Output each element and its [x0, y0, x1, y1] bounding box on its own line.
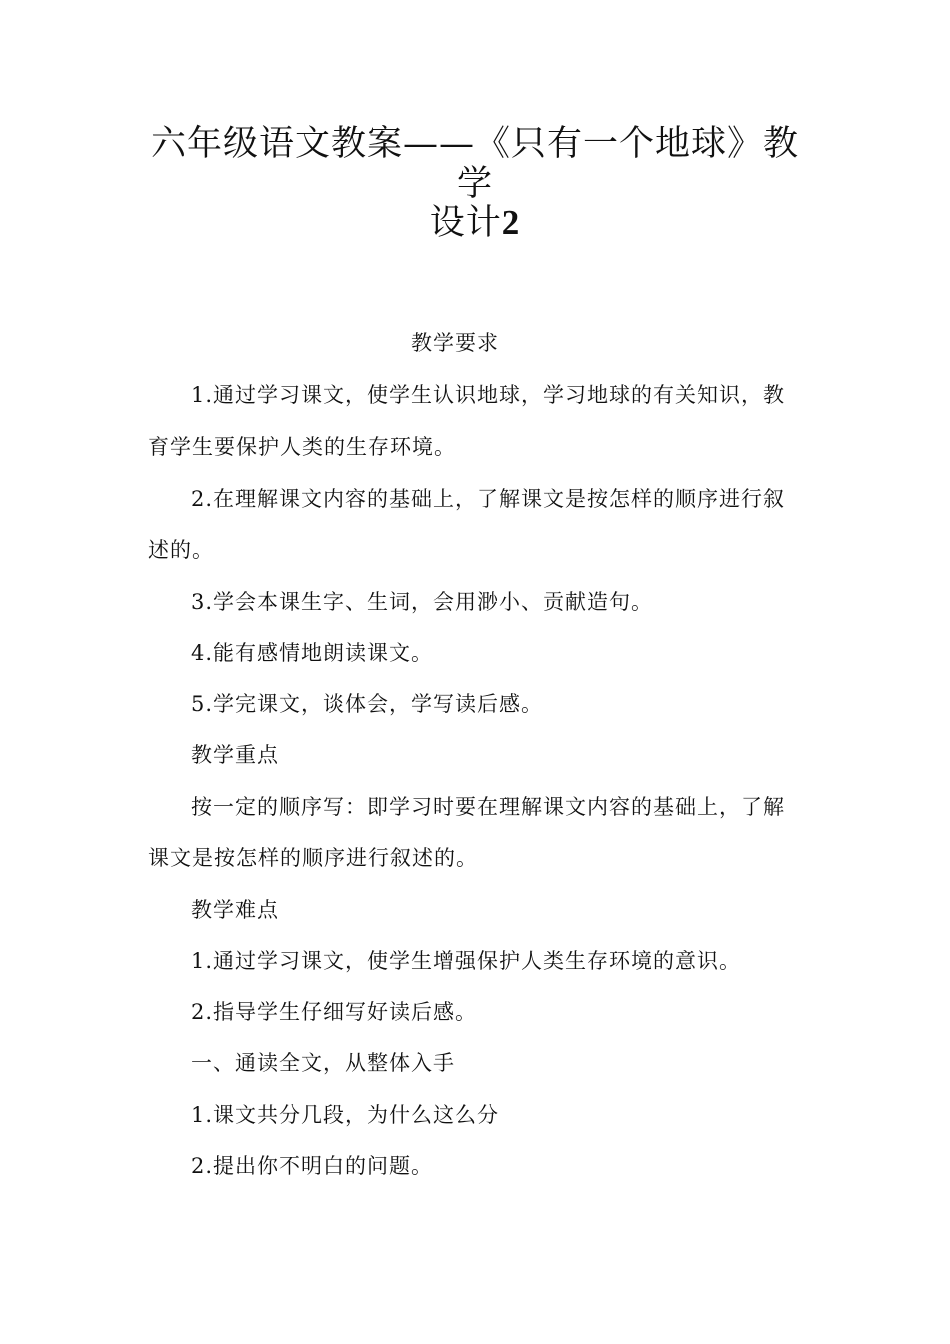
requirement-3: 3.学会本课生字、生词，会用渺小、贡献造句。: [191, 590, 654, 614]
difficulty-2: 2.指导学生仔细写好读后感。: [191, 1000, 478, 1024]
document-title-number: 2: [501, 203, 521, 242]
key-points-heading: 教学重点: [191, 743, 279, 767]
requirement-5: 5.学完课文，谈体会，学写读后感。: [191, 692, 544, 716]
difficulty-heading: 教学难点: [191, 898, 279, 922]
requirement-1-line-1: 1.通过学习课文，使学生认识地球，学习地球的有关知识，教: [191, 383, 786, 407]
key-points-line-2: 课文是按怎样的顺序进行叙述的。: [148, 846, 478, 870]
requirement-1-line-2: 育学生要保护人类的生存环境。: [148, 435, 456, 459]
difficulty-1: 1.通过学习课文，使学生增强保护人类生存环境的意识。: [191, 949, 742, 973]
part-1-heading: 一、通读全文，从整体入手: [191, 1051, 455, 1075]
requirement-2-line-1: 2.在理解课文内容的基础上，了解课文是按怎样的顺序进行叙: [191, 487, 786, 511]
requirements-heading: 教学要求: [411, 331, 499, 355]
document-title-text: 设计: [429, 203, 502, 243]
requirement-4: 4.能有感情地朗读课文。: [191, 641, 434, 665]
part-1-question-1: 1.课文共分几段，为什么这么分: [191, 1103, 500, 1127]
document-title-line-1: 六年级语文教案——《只有一个地球》教学: [150, 124, 799, 204]
part-1-question-2: 2.提出你不明白的问题。: [191, 1154, 434, 1178]
key-points-line-1: 按一定的顺序写：即学习时要在理解课文内容的基础上，了解: [191, 795, 785, 819]
requirement-2-line-2: 述的。: [148, 538, 214, 562]
document-title-line-2: [140, 203, 810, 243]
